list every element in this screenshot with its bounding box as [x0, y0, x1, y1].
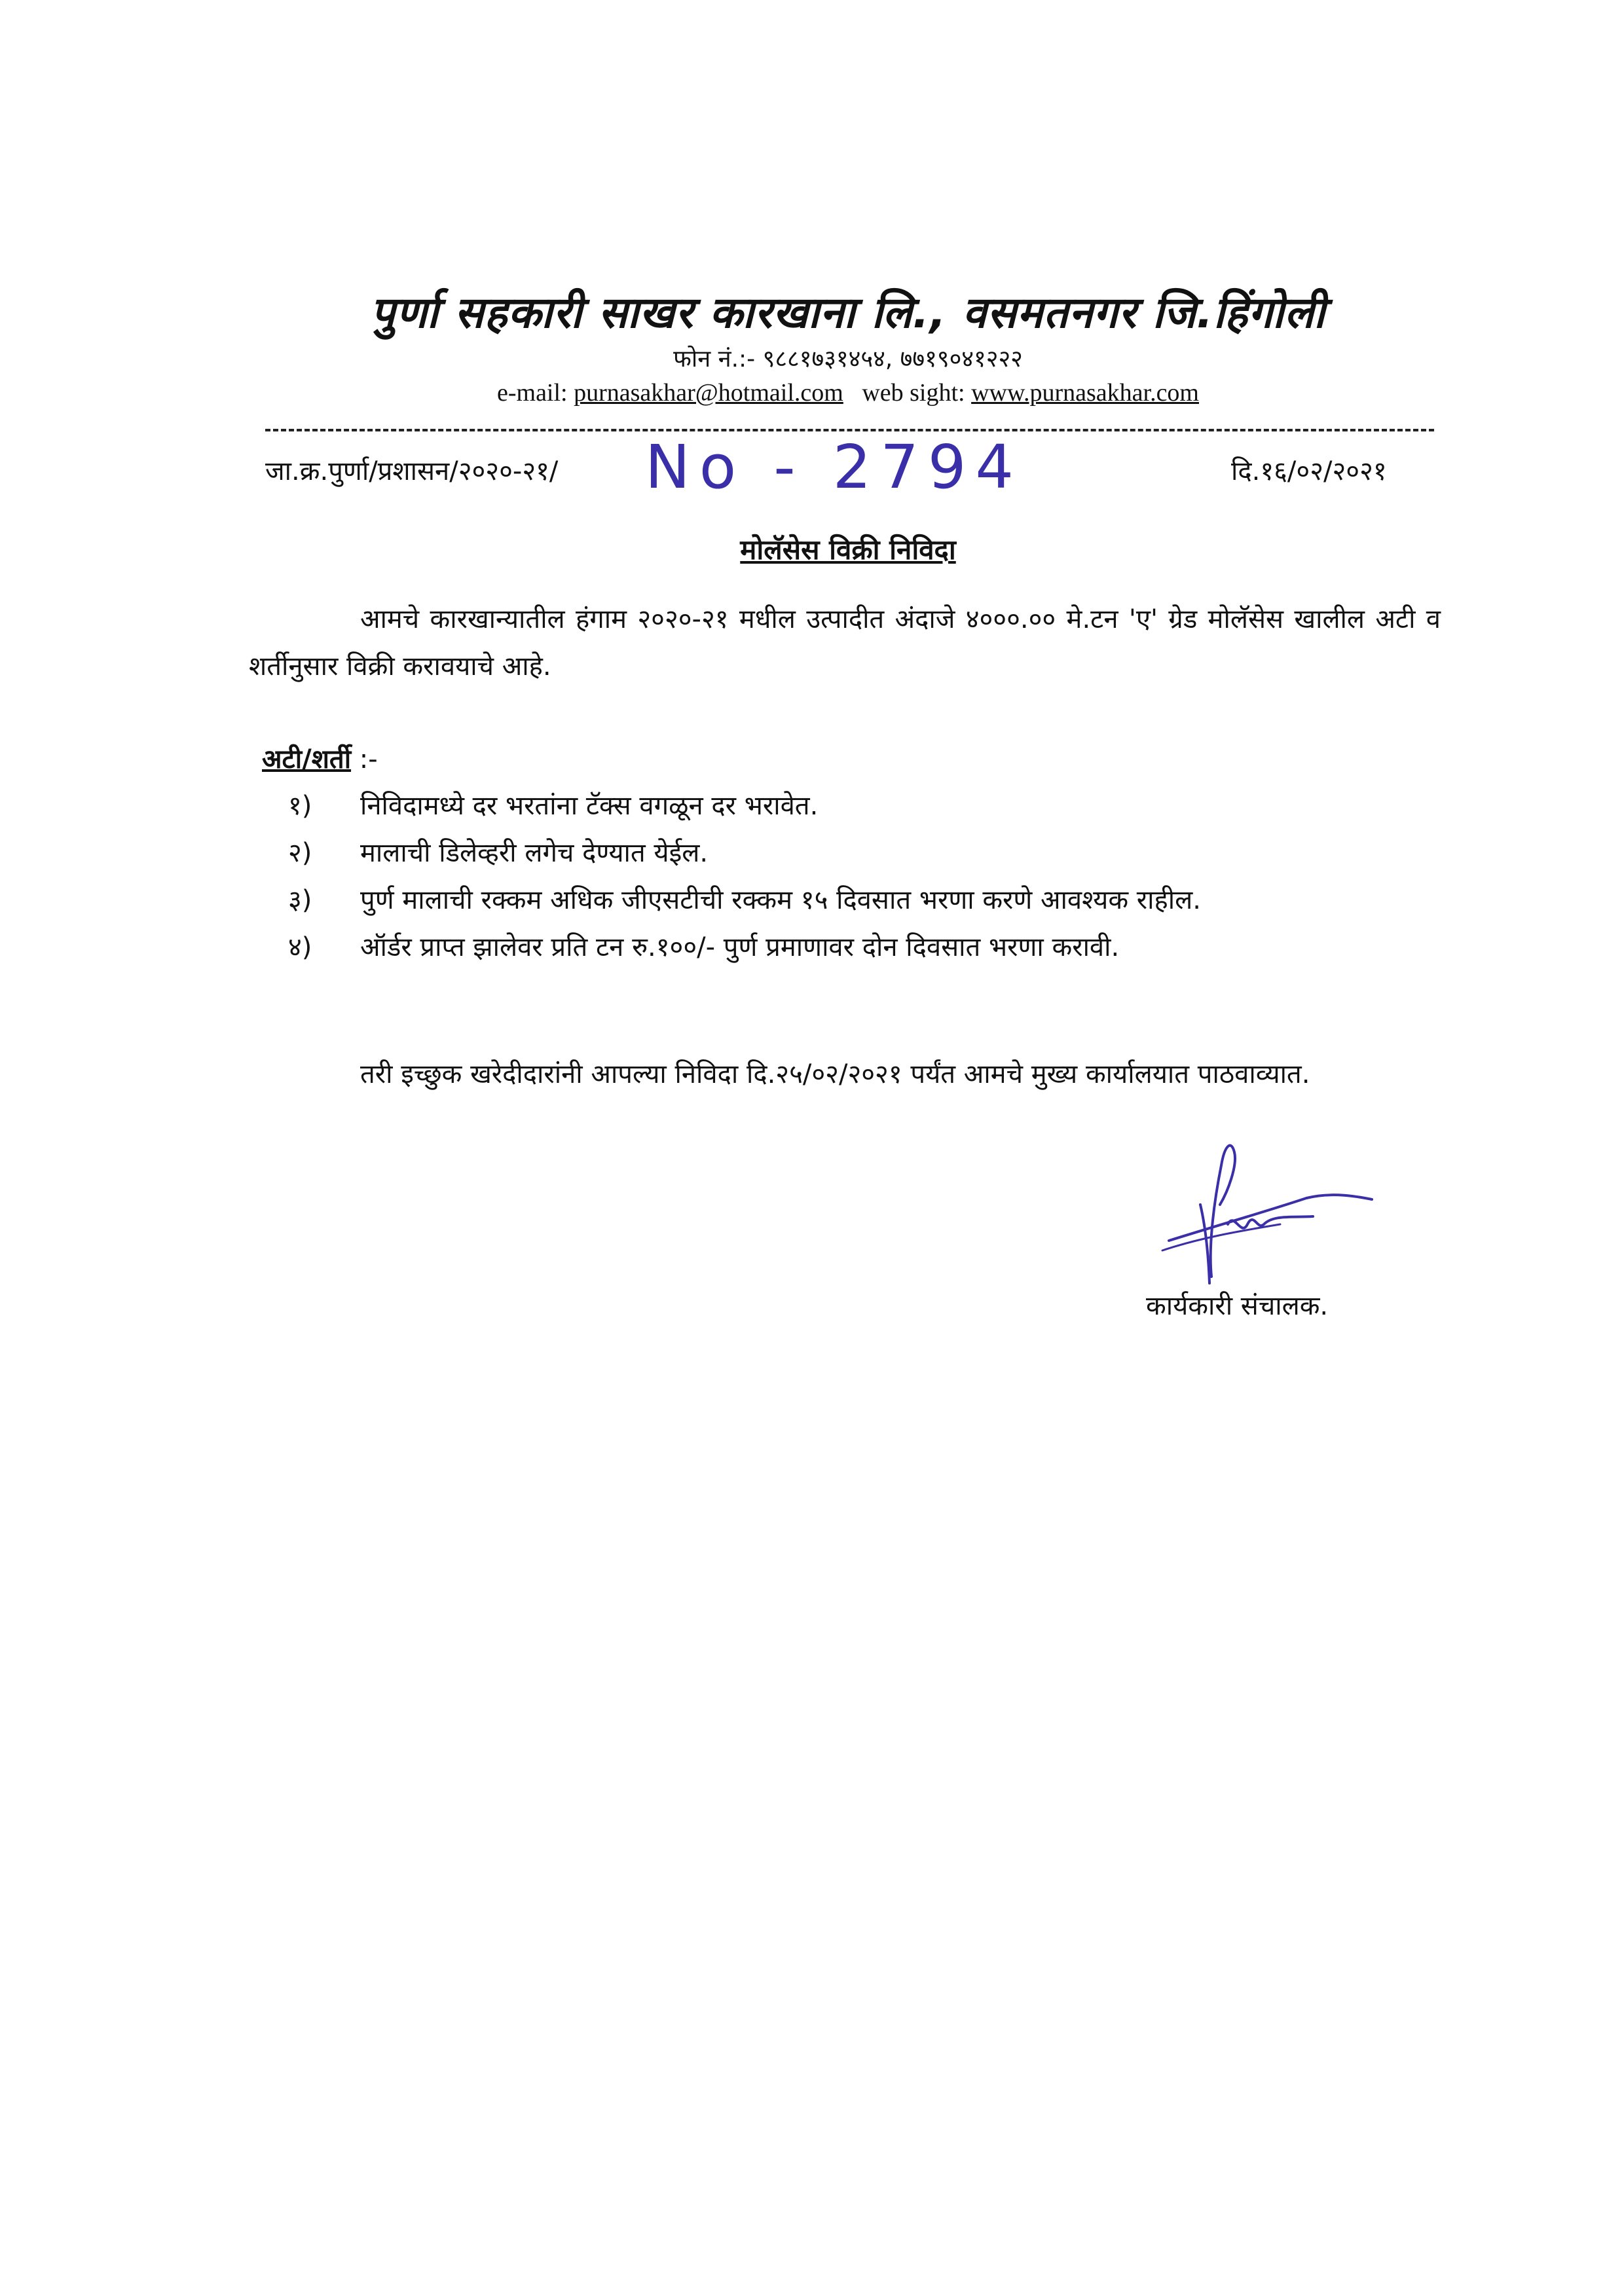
- term-text: निविदामध्ये दर भरतांना टॅक्स वगळून दर भरावेत.: [360, 791, 819, 821]
- term-number: २): [288, 838, 312, 868]
- term-text: ऑर्डर प्राप्त झालेवर प्रति टन रु.१००/- पुर्ण प्रमाणावर दोन दिवसात भरणा करावी.: [360, 932, 1120, 962]
- list-item: [288, 924, 1447, 971]
- web-label: web sight:: [862, 379, 965, 407]
- reference-stamp: No - 2794: [645, 432, 1023, 502]
- term-number: १): [288, 791, 312, 821]
- email-label: e-mail:: [496, 379, 568, 407]
- list-item: [288, 782, 1447, 829]
- letter-date: दि.१६/०२/२०२१: [1231, 456, 1387, 486]
- list-item: [288, 877, 1447, 924]
- subject-line: [249, 530, 1447, 568]
- website-link[interactable]: www.purnasakhar.com: [971, 379, 1199, 407]
- signatory-title: कार्यकारी संचालक.: [1146, 1291, 1329, 1321]
- terms-heading-suffix: :-: [351, 744, 378, 774]
- term-number: ४): [288, 932, 312, 962]
- contact-line: [249, 378, 1447, 407]
- reference-number: जा.क्र.पुर्णा/प्रशासन/२०२०-२१/: [265, 456, 559, 486]
- intro-paragraph: आमचे कारखान्यातील हंगाम २०२०-२१ मधील उत्पादीत अंदाजे ४०००.०० मे.टन 'ए' ग्रेड मोलॅसेस खालील अटी व शर्तीनुसार विक्री करावयाचे आहे.: [249, 604, 1441, 682]
- closing-paragraph: तरी इच्छुक खरेदीदारांनी आपल्या निविदा दि.२५/०२/२०२१ पर्यंत आमचे मुख्य कार्यालयात पाठवाव्यात.: [360, 1059, 1310, 1089]
- term-text: मालाची डिलेव्हरी लगेच देण्यात येईल.: [360, 838, 709, 868]
- subject-text: मोलॅसेस विक्री निविदा: [740, 534, 956, 566]
- terms-list: [288, 782, 1447, 971]
- terms-heading: [262, 740, 378, 776]
- term-number: ३): [288, 885, 312, 915]
- term-text: पुर्ण मालाची रक्कम अधिक जीएसटीची रक्कम १५ दिवसात भरणा करणे आवश्यक राहील.: [360, 885, 1201, 915]
- list-item: [288, 829, 1447, 877]
- phone-numbers: फोन नं.:- ९८८१७३१४५४, ७७१९०४१२२२: [673, 346, 1023, 373]
- header-divider: [265, 429, 1434, 431]
- handwritten-signature: [1143, 1126, 1378, 1290]
- email-link[interactable]: purnasakhar@hotmail.com: [574, 379, 843, 407]
- organization-name: पुर्णा सहकारी साखर कारखाना लि., वसमतनगर जि.हिंगोली: [370, 287, 1326, 338]
- terms-heading-text: अटी/शर्ती: [262, 744, 352, 774]
